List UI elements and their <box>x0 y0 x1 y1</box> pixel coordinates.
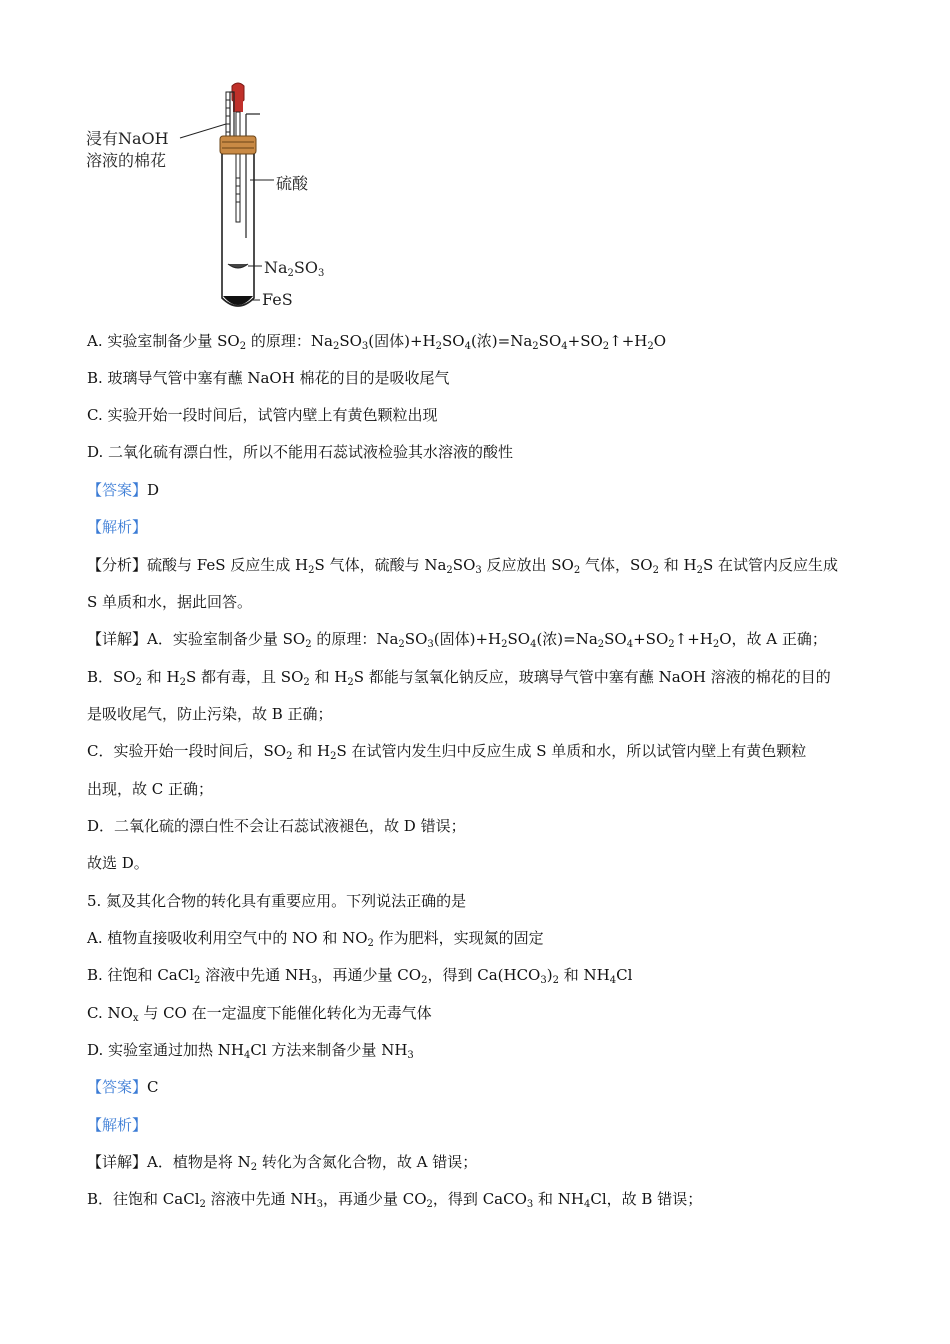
q4-xiangjie-c-line2: 出现，故 C 正确； <box>87 780 214 798</box>
label-cotton-line2: 溶液的棉花 <box>86 151 167 170</box>
q4-option-a: A. 实验室制备少量 $SO_2$ 的原理：$Na_2SO_3$(固体)$+H_2SO_4$(浓)$=Na_2SO_4+SO_2↑+H_2O$ <box>87 332 667 352</box>
q4-analysis-heading: 【解析】 <box>87 518 148 536</box>
q5-answer: 【答案】C <box>87 1078 159 1096</box>
label-cotton-line1: 浸有NaOH <box>86 129 169 148</box>
q4-option-d: D. 二氧化硫有漂白性，所以不能用石蕊试液检验其水溶液的酸性 <box>87 443 514 461</box>
q4-option-c: C. 实验开始一段时间后，试管内壁上有黄色颗粒出现 <box>87 406 438 424</box>
answer-tag: 【答案】 <box>87 481 148 499</box>
q4-conclusion: 故选 D。 <box>87 854 149 872</box>
q5-option-b: B. 往饱和 CaCl$_2$ 溶液中先通 $NH_3$，再通少量 $CO_2$，得到 $Ca(HCO_3)_2$ 和 $NH_4Cl$ <box>87 966 633 986</box>
q4-option-b: B. 玻璃导气管中塞有蘸 NaOH 棉花的目的是吸收尾气 <box>87 369 450 387</box>
answer-value: D <box>147 481 160 499</box>
q5-option-c: C. $NO_x$ 与 CO 在一定温度下能催化转化为无毒气体 <box>87 1004 432 1024</box>
test-tube-diagram <box>80 78 340 318</box>
q5-option-d: D. 实验室通过加热 $NH_4Cl$ 方法来制备少量 $NH_3$ <box>87 1041 414 1061</box>
q4-xiangjie-b-line1: B．$SO_2$ 和 $H_2S$ 都有毒，且 $SO_2$ 和 $H_2S$ 都能与氢氧化钠反应，玻璃导气管中塞有蘸 NaOH 溶液的棉花的目的 <box>87 668 831 688</box>
q5-analysis-heading: 【解析】 <box>87 1116 148 1134</box>
apparatus-figure <box>80 78 340 318</box>
q4-fenxi-line2: S 单质和水，据此回答。 <box>87 593 253 611</box>
q5-xiangjie-b: B．往饱和 CaCl$_2$ 溶液中先通 $NH_3$，再通少量 $CO_2$，得到 CaCO$_3$ 和 $NH_4Cl$，故 B 错误； <box>87 1190 703 1210</box>
label-sulfuric-acid: 硫酸 <box>276 174 309 193</box>
q4-answer <box>87 480 877 500</box>
label-fes: FeS <box>262 290 293 309</box>
q4-xiangjie-d: D．二氧化硫的漂白性不会让石蕊试液褪色，故 D 错误； <box>87 817 466 835</box>
q5-xiangjie-a: 【详解】A．植物是将 $N_2$ 转化为含氮化合物，故 A 错误； <box>87 1153 478 1173</box>
q5-stem: 5. 氮及其化合物的转化具有重要应用。下列说法正确的是 <box>87 892 467 910</box>
q4-fenxi-line1: 【分析】硫酸与 FeS 反应生成 $H_2S$ 气体，硫酸与 $Na_2SO_3$ 反应放出 $SO_2$ 气体，$SO_2$ 和 $H_2S$ 在试管内反应生成 <box>87 556 839 576</box>
q4-xiangjie-a: 【详解】A．实验室制备少量 $SO_2$ 的原理：$Na_2SO_3$(固体)$+H_2SO_4$(浓)$=Na_2SO_4+SO_2↑+H_2O$，故 A 正确； <box>87 630 827 650</box>
q4-xiangjie-c-line1: C．实验开始一段时间后，$SO_2$ 和 $H_2S$ 在试管内发生归中反应生成 S 单质和水，所以试管内壁上有黄色颗粒 <box>87 742 807 762</box>
q4-xiangjie-b-line2: 是吸收尾气，防止污染，故 B 正确； <box>87 705 333 723</box>
q5-option-a: A. 植物直接吸收利用空气中的 NO 和 $NO_2$ 作为肥料，实现氮的固定 <box>87 929 544 949</box>
label-na2so3: $Na_2SO_3$ <box>264 258 325 279</box>
